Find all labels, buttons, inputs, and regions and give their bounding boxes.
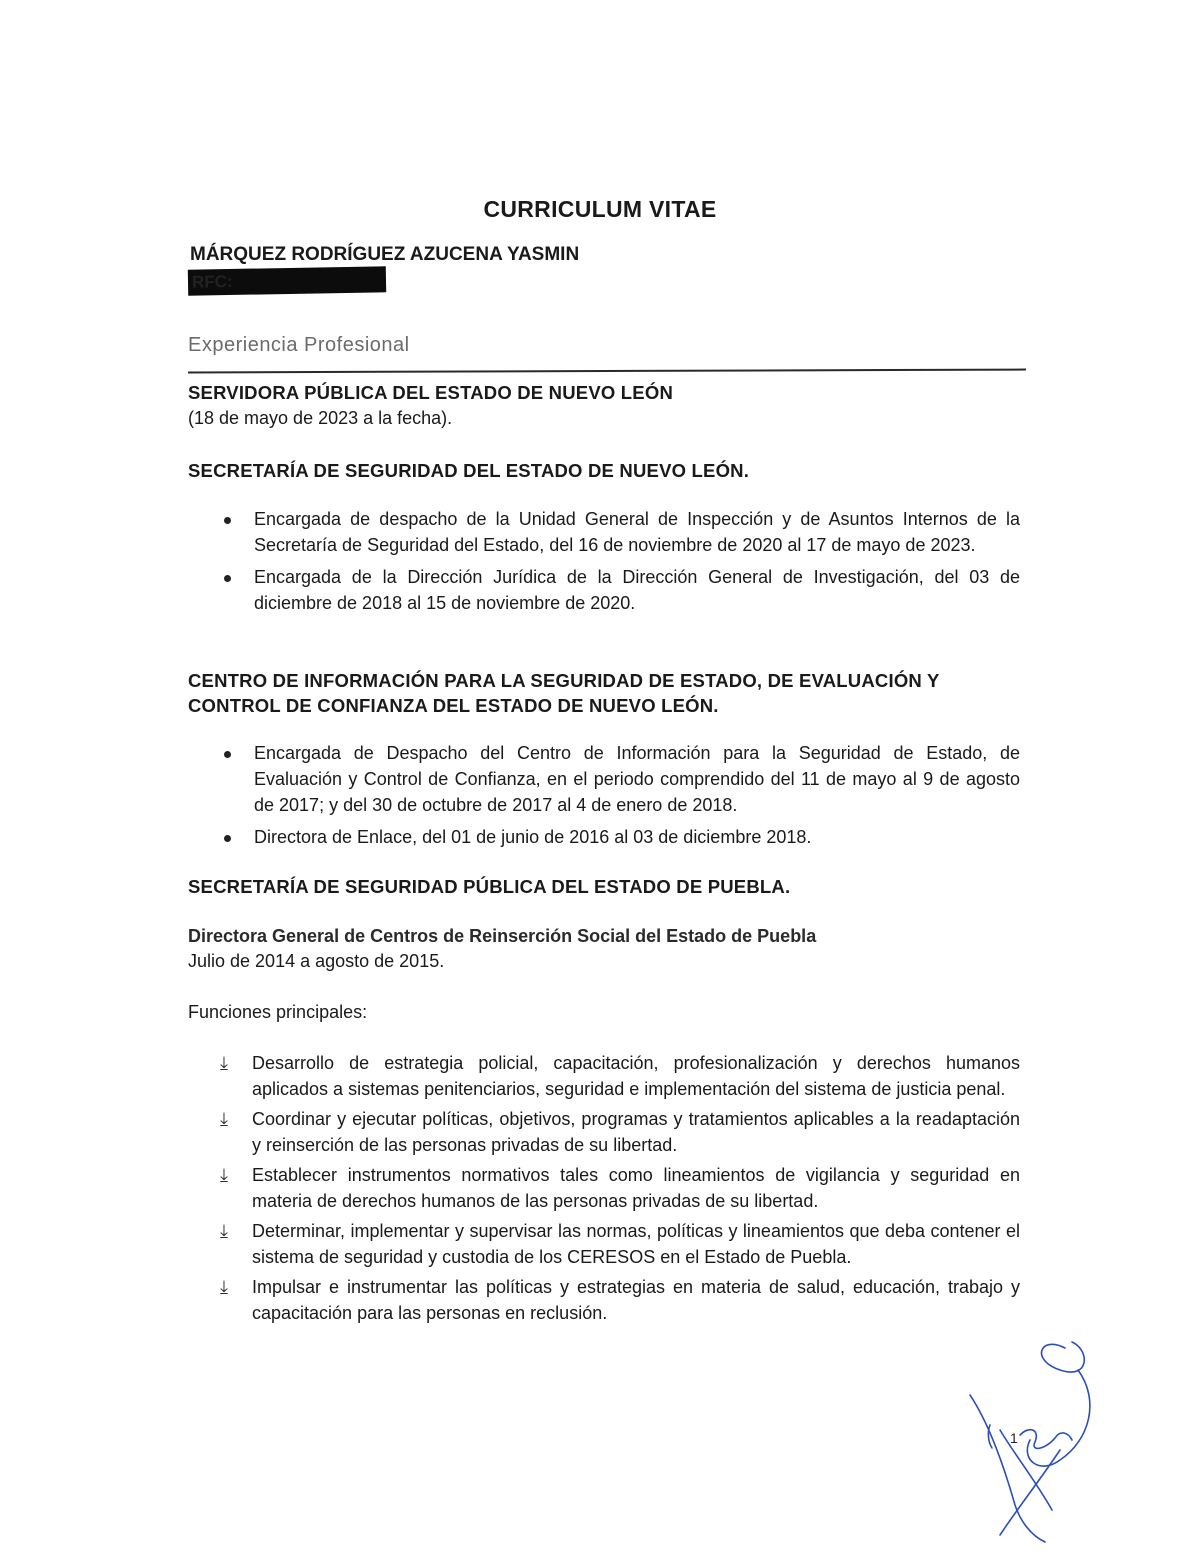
down-arrow-icon: ⤓ xyxy=(220,1277,228,1297)
down-arrow-icon: ⤓ xyxy=(220,1053,228,1073)
list-item: ⤓ Desarrollo de estrategia policial, capacitación, profesionalización y derechos humanos aplicados a sistemas penitenciarios, seguridad e implementación del sistema de justicia penal. xyxy=(218,1050,1020,1102)
org-heading: CENTRO DE INFORMACIÓN PARA LA SEGURIDAD DE ESTADO, DE EVALUACIÓN Y xyxy=(188,670,940,691)
list-item: Encargada de Despacho del Centro de Información para la Seguridad de Estado, de Evaluación y Control de Confianza, en el periodo comprendido del 11 de mayo al 9 de agosto de 2017; y del 30 de octubre de 2017 al 4 de enero de 2018. xyxy=(220,740,1020,818)
rfc-label: RFC: xyxy=(191,271,233,292)
section-heading: Experiencia Profesional xyxy=(188,334,410,356)
section-divider xyxy=(188,369,1026,374)
down-arrow-icon: ⤓ xyxy=(220,1109,228,1129)
period-text: Julio de 2014 a agosto de 2015. xyxy=(188,951,445,971)
document-title: CURRICULUM VITAE xyxy=(483,196,717,222)
list-item: Encargada de la Dirección Jurídica de la Dirección General de Investigación, del 03 de diciembre de 2018 al 15 de noviembre de 2020. xyxy=(220,564,1020,616)
functions-list xyxy=(218,1050,1020,1330)
bullet-dot-icon xyxy=(224,835,231,842)
org-heading: SERVIDORA PÚBLICA DEL ESTADO DE NUEVO LEÓN xyxy=(188,382,674,403)
experience-list xyxy=(220,740,1020,856)
list-item: ⤓ Establecer instrumentos normativos tales como lineamientos de vigilancia y seguridad en materia de derechos humanos de las personas privadas de su libertad. xyxy=(218,1162,1020,1214)
list-item: ⤓ Coordinar y ejecutar políticas, objetivos, programas y tratamientos aplicables a la readaptación y reinserción de las personas privadas de su libertad. xyxy=(218,1106,1020,1158)
period-text: (18 de mayo de 2023 a la fecha). xyxy=(188,408,453,428)
rfc-redacted xyxy=(188,266,386,295)
org-heading: SECRETARÍA DE SEGURIDAD DEL ESTADO DE NUEVO LEÓN. xyxy=(188,460,750,481)
down-arrow-icon: ⤓ xyxy=(220,1221,228,1241)
page-number: 1 xyxy=(1010,1430,1018,1446)
list-item: Encargada de despacho de la Unidad General de Inspección y de Asuntos Internos de la Secretaría de Seguridad del Estado, del 16 de noviembre de 2020 al 17 de mayo de 2023. xyxy=(220,506,1020,558)
org-heading: SECRETARÍA DE SEGURIDAD PÚBLICA DEL ESTADO DE PUEBLA. xyxy=(188,876,791,897)
list-item: Directora de Enlace, del 01 de junio de 2016 al 03 de diciembre 2018. xyxy=(220,824,1020,850)
person-name: MÁRQUEZ RODRÍGUEZ AZUCENA YASMIN xyxy=(190,244,580,265)
functions-label: Funciones principales: xyxy=(188,1002,368,1022)
experience-list xyxy=(220,506,1020,622)
org-heading-line2: CONTROL DE CONFIANZA DEL ESTADO DE NUEVO LEÓN. xyxy=(188,695,719,716)
list-item: ⤓ Impulsar e instrumentar las políticas y estrategias en materia de salud, educación, trabajo y capacitación para las personas en reclusión. xyxy=(218,1274,1020,1326)
position-title: Directora General de Centros de Reinserción Social del Estado de Puebla xyxy=(188,926,817,946)
bullet-dot-icon xyxy=(224,751,231,758)
bullet-dot-icon xyxy=(224,575,231,582)
bullet-dot-icon xyxy=(224,517,231,524)
down-arrow-icon: ⤓ xyxy=(220,1165,228,1185)
list-item: ⤓ Determinar, implementar y supervisar las normas, políticas y lineamientos que deba contener el sistema de seguridad y custodia de los CERESOS en el Estado de Puebla. xyxy=(218,1218,1020,1270)
signature-icon xyxy=(960,1330,1110,1545)
